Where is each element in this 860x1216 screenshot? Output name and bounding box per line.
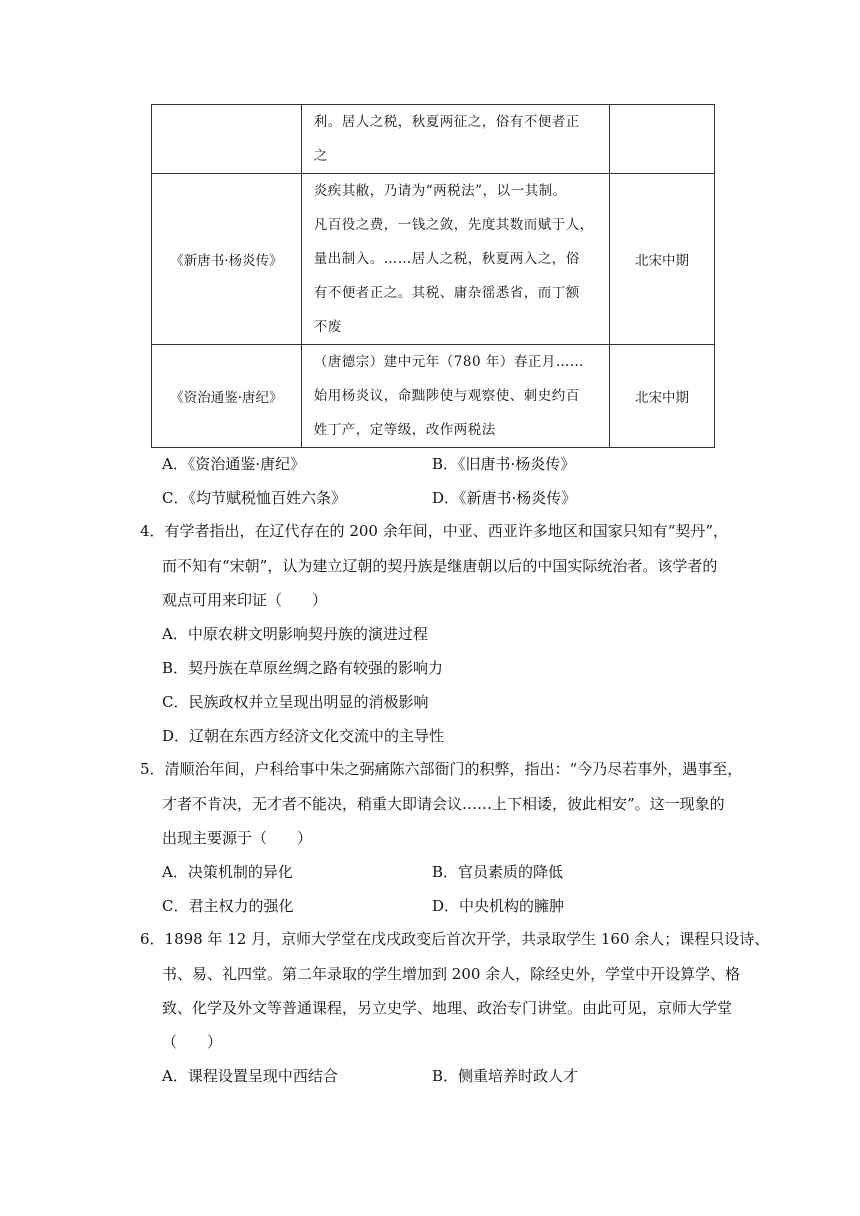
content-line: 始用杨炎议，命黜陟使与观察使、刺史约百: [313, 388, 580, 404]
source-cell: 《新唐书·杨炎传》: [152, 174, 302, 345]
q6-stem-line: （ ）: [162, 1033, 223, 1051]
q6-stem-line: 6．1898 年 12 月，京师大学堂在戊戌政变后首次开学，共录取学生 160 余人；课程只设诗、: [140, 930, 770, 948]
q5-option-a[interactable]: A．决策机制的异化: [162, 863, 293, 881]
q5-stem-line: 5．清顺治年间，户科给事中朱之弼痛陈六部衙门的积弊，指出：“今乃尽若事外，遇事至，: [140, 760, 743, 778]
source-cell: [152, 105, 302, 174]
content-cell: [301, 105, 609, 174]
q6-stem-line: 致、化学及外文等普通课程，另立史学、地理、政治专门讲堂。由此可见，京师大学堂: [162, 999, 733, 1017]
content-line: 姓丁产，定等级，改作两税法: [313, 422, 496, 438]
source-cell: 《资治通鉴·唐纪》: [152, 345, 302, 448]
content-line: （唐德宗）建中元年（780 年）春正月……: [313, 354, 584, 370]
q5-stem-line: 出现主要源于（ ）: [162, 829, 313, 847]
table-row: [152, 105, 715, 174]
q6-option-b[interactable]: B．侧重培养时政人才: [432, 1067, 579, 1085]
q4-option-c[interactable]: C．民族政权并立呈现出明显的消极影响: [162, 693, 429, 711]
q6-option-a[interactable]: A．课程设置呈现中西结合: [162, 1067, 338, 1085]
q6-stem-line: 书、易、礼四堂。第二年录取的学生增加到 200 余人，除经史外，学堂中开设算学、格: [162, 965, 741, 983]
period-cell: [610, 105, 715, 174]
table-row: [152, 174, 715, 345]
q4-option-b[interactable]: B．契丹族在草原丝绸之路有较强的影响力: [162, 659, 444, 677]
q5-option-c[interactable]: C．君主权力的强化: [162, 897, 294, 915]
q3-option-b[interactable]: B．《旧唐书·杨炎传》: [432, 455, 576, 473]
content-line: 凡百役之费，一钱之敛，先度其数而赋于人，: [313, 217, 594, 233]
q4-stem-line: 4．有学者指出，在辽代存在的 200 余年间，中亚、西亚许多地区和国家只知有“契丹”，: [140, 522, 729, 540]
period-cell: 北宋中期: [610, 174, 715, 345]
table-row: [152, 345, 715, 448]
q5-option-b[interactable]: B．官员素质的降低: [432, 863, 564, 881]
content-line: 利。居人之税，秋夏两征之，俗有不便者正: [313, 114, 580, 130]
content-cell: [301, 174, 609, 345]
q5-stem-line: 才者不肯决，无才者不能决，稍重大即请会议……上下相诿，彼此相安”。这一现象的: [162, 795, 725, 813]
content-line: 不废: [313, 319, 342, 335]
content-line: 炎疾其敝，乃请为“两税法”，以一其制。: [313, 183, 567, 199]
q4-option-a[interactable]: A．中原农耕文明影响契丹族的演进过程: [162, 625, 428, 643]
q3-option-a[interactable]: A．《资治通鉴·唐纪》: [162, 455, 306, 473]
source-table: [151, 104, 715, 448]
content-line: 有不便者正之。其税、庸杂徭悉省，而丁额: [313, 285, 580, 301]
q4-stem-line: 而不知有“宋朝”，认为建立辽朝的契丹族是继唐朝以后的中国实际统治者。该学者的: [162, 557, 718, 575]
q4-stem-line: 观点可用来印证（ ）: [162, 591, 328, 609]
q4-option-d[interactable]: D．辽朝在东西方经济文化交流中的主导性: [162, 727, 445, 745]
period-cell: 北宋中期: [610, 345, 715, 448]
q3-option-d[interactable]: D．《新唐书·杨炎传》: [432, 489, 577, 507]
content-line: 量出制入。……居人之税，秋夏两入之，俗: [313, 251, 580, 267]
q5-option-d[interactable]: D．中央机构的臃肿: [432, 897, 565, 915]
content-line: 之: [313, 148, 328, 164]
content-cell: [301, 345, 609, 448]
q3-option-c[interactable]: C．《均节赋税恤百姓六条》: [162, 489, 346, 507]
